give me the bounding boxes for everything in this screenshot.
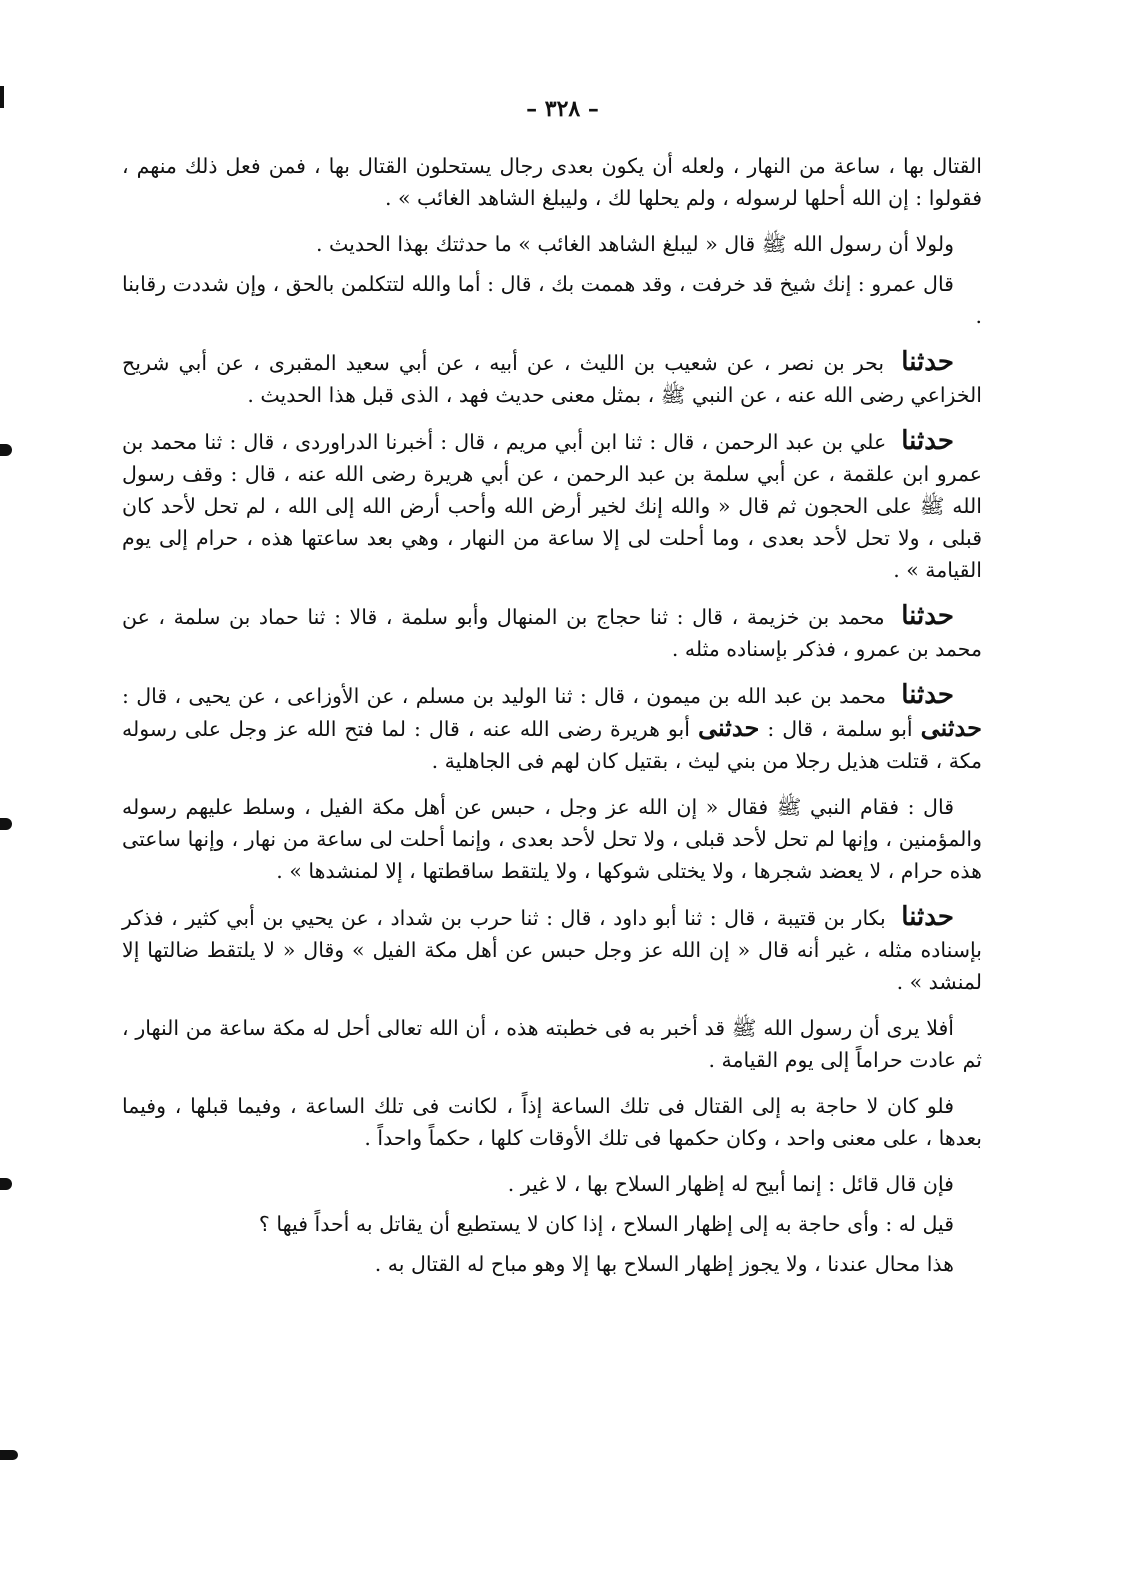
margin-mark xyxy=(0,1450,18,1460)
hadith-heading: حدثنا xyxy=(901,680,954,710)
paragraph-text: بحر بن نصر ، عن شعيب بن الليث ، عن أبيه ، عن أبي سعيد المقبرى ، عن أبي شريح الخزاعي رضى الله عنه ، عن النبي ﷺ ، بمثل معنى حديث فهد ، الذى قبل هذا الحديث . xyxy=(122,351,982,407)
hadith-paragraph xyxy=(122,425,982,586)
paragraph xyxy=(122,1168,982,1200)
paragraph-text: ولولا أن رسول الله ﷺ قال « ليبلغ الشاهد الغائب » ما حدثتك بهذا الحديث . xyxy=(316,232,954,256)
paragraph-text: فإن قال قائل : إنما أبيح له إظهار السلاح بها ، لا غير . xyxy=(507,1172,954,1196)
inline-heading: حدثنى xyxy=(920,713,982,742)
hadith-heading: حدثنا xyxy=(901,902,954,932)
paragraph xyxy=(122,1090,982,1154)
paragraph xyxy=(122,268,982,332)
paragraph xyxy=(122,1248,982,1280)
paragraph-text: هذا محال عندنا ، ولا يجوز إظهار السلاح بها إلا وهو مباح له القتال به . xyxy=(374,1252,954,1276)
hadith-heading: حدثنا xyxy=(901,601,954,631)
paragraph-text: القتال بها ، ساعة من النهار ، ولعله أن يكون بعدى رجال يستحلون القتال بها ، فمن فعل ذلك منهم ، فقولوا : إن الله أحلها لرسوله ، ولم يحلها لك ، وليبلغ الشاهد الغائب » . xyxy=(122,154,982,210)
document-body xyxy=(122,150,982,1288)
paragraph-text: محمد بن خزيمة ، قال : ثنا حجاج بن المنهال وأبو سلمة ، قالا : ثنا حماد بن سلمة ، عن محمد بن عمرو ، فذكر بإسناده مثله . xyxy=(122,605,982,661)
paragraph xyxy=(122,791,982,887)
hadith-paragraph xyxy=(122,901,982,998)
paragraph-text: قال : فقام النبي ﷺ فقال « إن الله عز وجل ، حبس عن أهل مكة الفيل ، وسلط عليهم رسوله والمؤمنين ، وإنها لم تحل لأحد قبلى ، ولا تحل لأحد بعدى ، وإنما أحلت لى ساعة من نهار ، وإنها ساعتى هذه حرام ، لا يعضد شجرها ، ولا يختلى شوكها ، ولا يلتقط ساقطتها ، إلا لمنشدها » . xyxy=(122,795,982,883)
hadith-paragraph xyxy=(122,600,982,665)
hadith-paragraph xyxy=(122,679,982,777)
paragraph xyxy=(122,150,982,214)
paragraph xyxy=(122,1208,982,1240)
paragraph-text: قيل له : وأى حاجة به إلى إظهار السلاح ، إذا كان لا يستطيع أن يقاتل به أحداً فيها ؟ xyxy=(258,1212,954,1236)
hadith-heading: حدثنا xyxy=(901,347,954,377)
page-number: – ٣٢٨ – xyxy=(526,96,599,122)
margin-mark xyxy=(0,818,12,830)
paragraph-text: أفلا يرى أن رسول الله ﷺ قد أخبر به فى خطبته هذه ، أن الله تعالى أحل له مكة ساعة من النهار ، ثم عادت حراماً إلى يوم القيامة . xyxy=(122,1016,982,1072)
paragraph-text: علي بن عبد الرحمن ، قال : ثنا ابن أبي مريم ، قال : أخبرنا الدراوردى ، قال : ثنا محمد بن عمرو ابن علقمة ، عن أبي سلمة بن عبد الرحمن ، عن أبي هريرة رضى الله عنه ، قال : وقف رسول الله ﷺ على الحجون ثم قال « والله إنك لخير أرض الله وأحب أرض الله إلى الله ، لم تحل لأحد كان قبلى ، ولا تحل لأحد بعدى ، وما أحلت لى إلا ساعة من النهار ، وهي بعد ساعتها هذه ، حرام إلى يوم القيامة » . xyxy=(122,430,982,582)
hadith-paragraph xyxy=(122,346,982,411)
paragraph-text: محمد بن عبد الله بن ميمون ، قال : ثنا الوليد بن مسلم ، عن الأوزاعى ، عن يحيى ، قال : xyxy=(122,684,886,708)
margin-mark xyxy=(0,444,12,456)
hadith-heading: حدثنا xyxy=(901,426,954,456)
paragraph xyxy=(122,228,982,260)
margin-mark xyxy=(0,1178,12,1190)
paragraph-text: أبو هريرة رضى الله عنه ، قال : لما فتح الله عز وجل على رسوله مكة ، قتلت هذيل رجلا من بني ليث ، بقتيل كان لهم فى الجاهلية . xyxy=(122,717,982,773)
paragraph xyxy=(122,1012,982,1076)
paragraph-text: قال عمرو : إنك شيخ قد خرفت ، وقد هممت بك ، قال : أما والله لتتكلمن بالحق ، وإن شددت رقابنا . xyxy=(122,272,982,328)
paragraph-text: بكار بن قتيبة ، قال : ثنا أبو داود ، قال : ثنا حرب بن شداد ، عن يحيي بن أبي كثير ، فذكر بإسناده مثله ، غير أنه قال « إن الله عز وجل حبس عن أهل مكة الفيل » وقال « لا يلتقط ضالتها إلا لمنشد » . xyxy=(122,906,982,994)
inline-heading: حدثنى xyxy=(697,713,760,742)
paragraph-text: أبو سلمة ، قال : xyxy=(767,717,913,741)
paragraph-text: فلو كان لا حاجة به إلى القتال فى تلك الساعة إذاً ، لكانت فى تلك الساعة ، وفيما قبلها ، وفيما بعدها ، على معنى واحد ، وكان حكمها فى تلك الأوقات كلها ، حكماً واحداً . xyxy=(122,1094,982,1150)
